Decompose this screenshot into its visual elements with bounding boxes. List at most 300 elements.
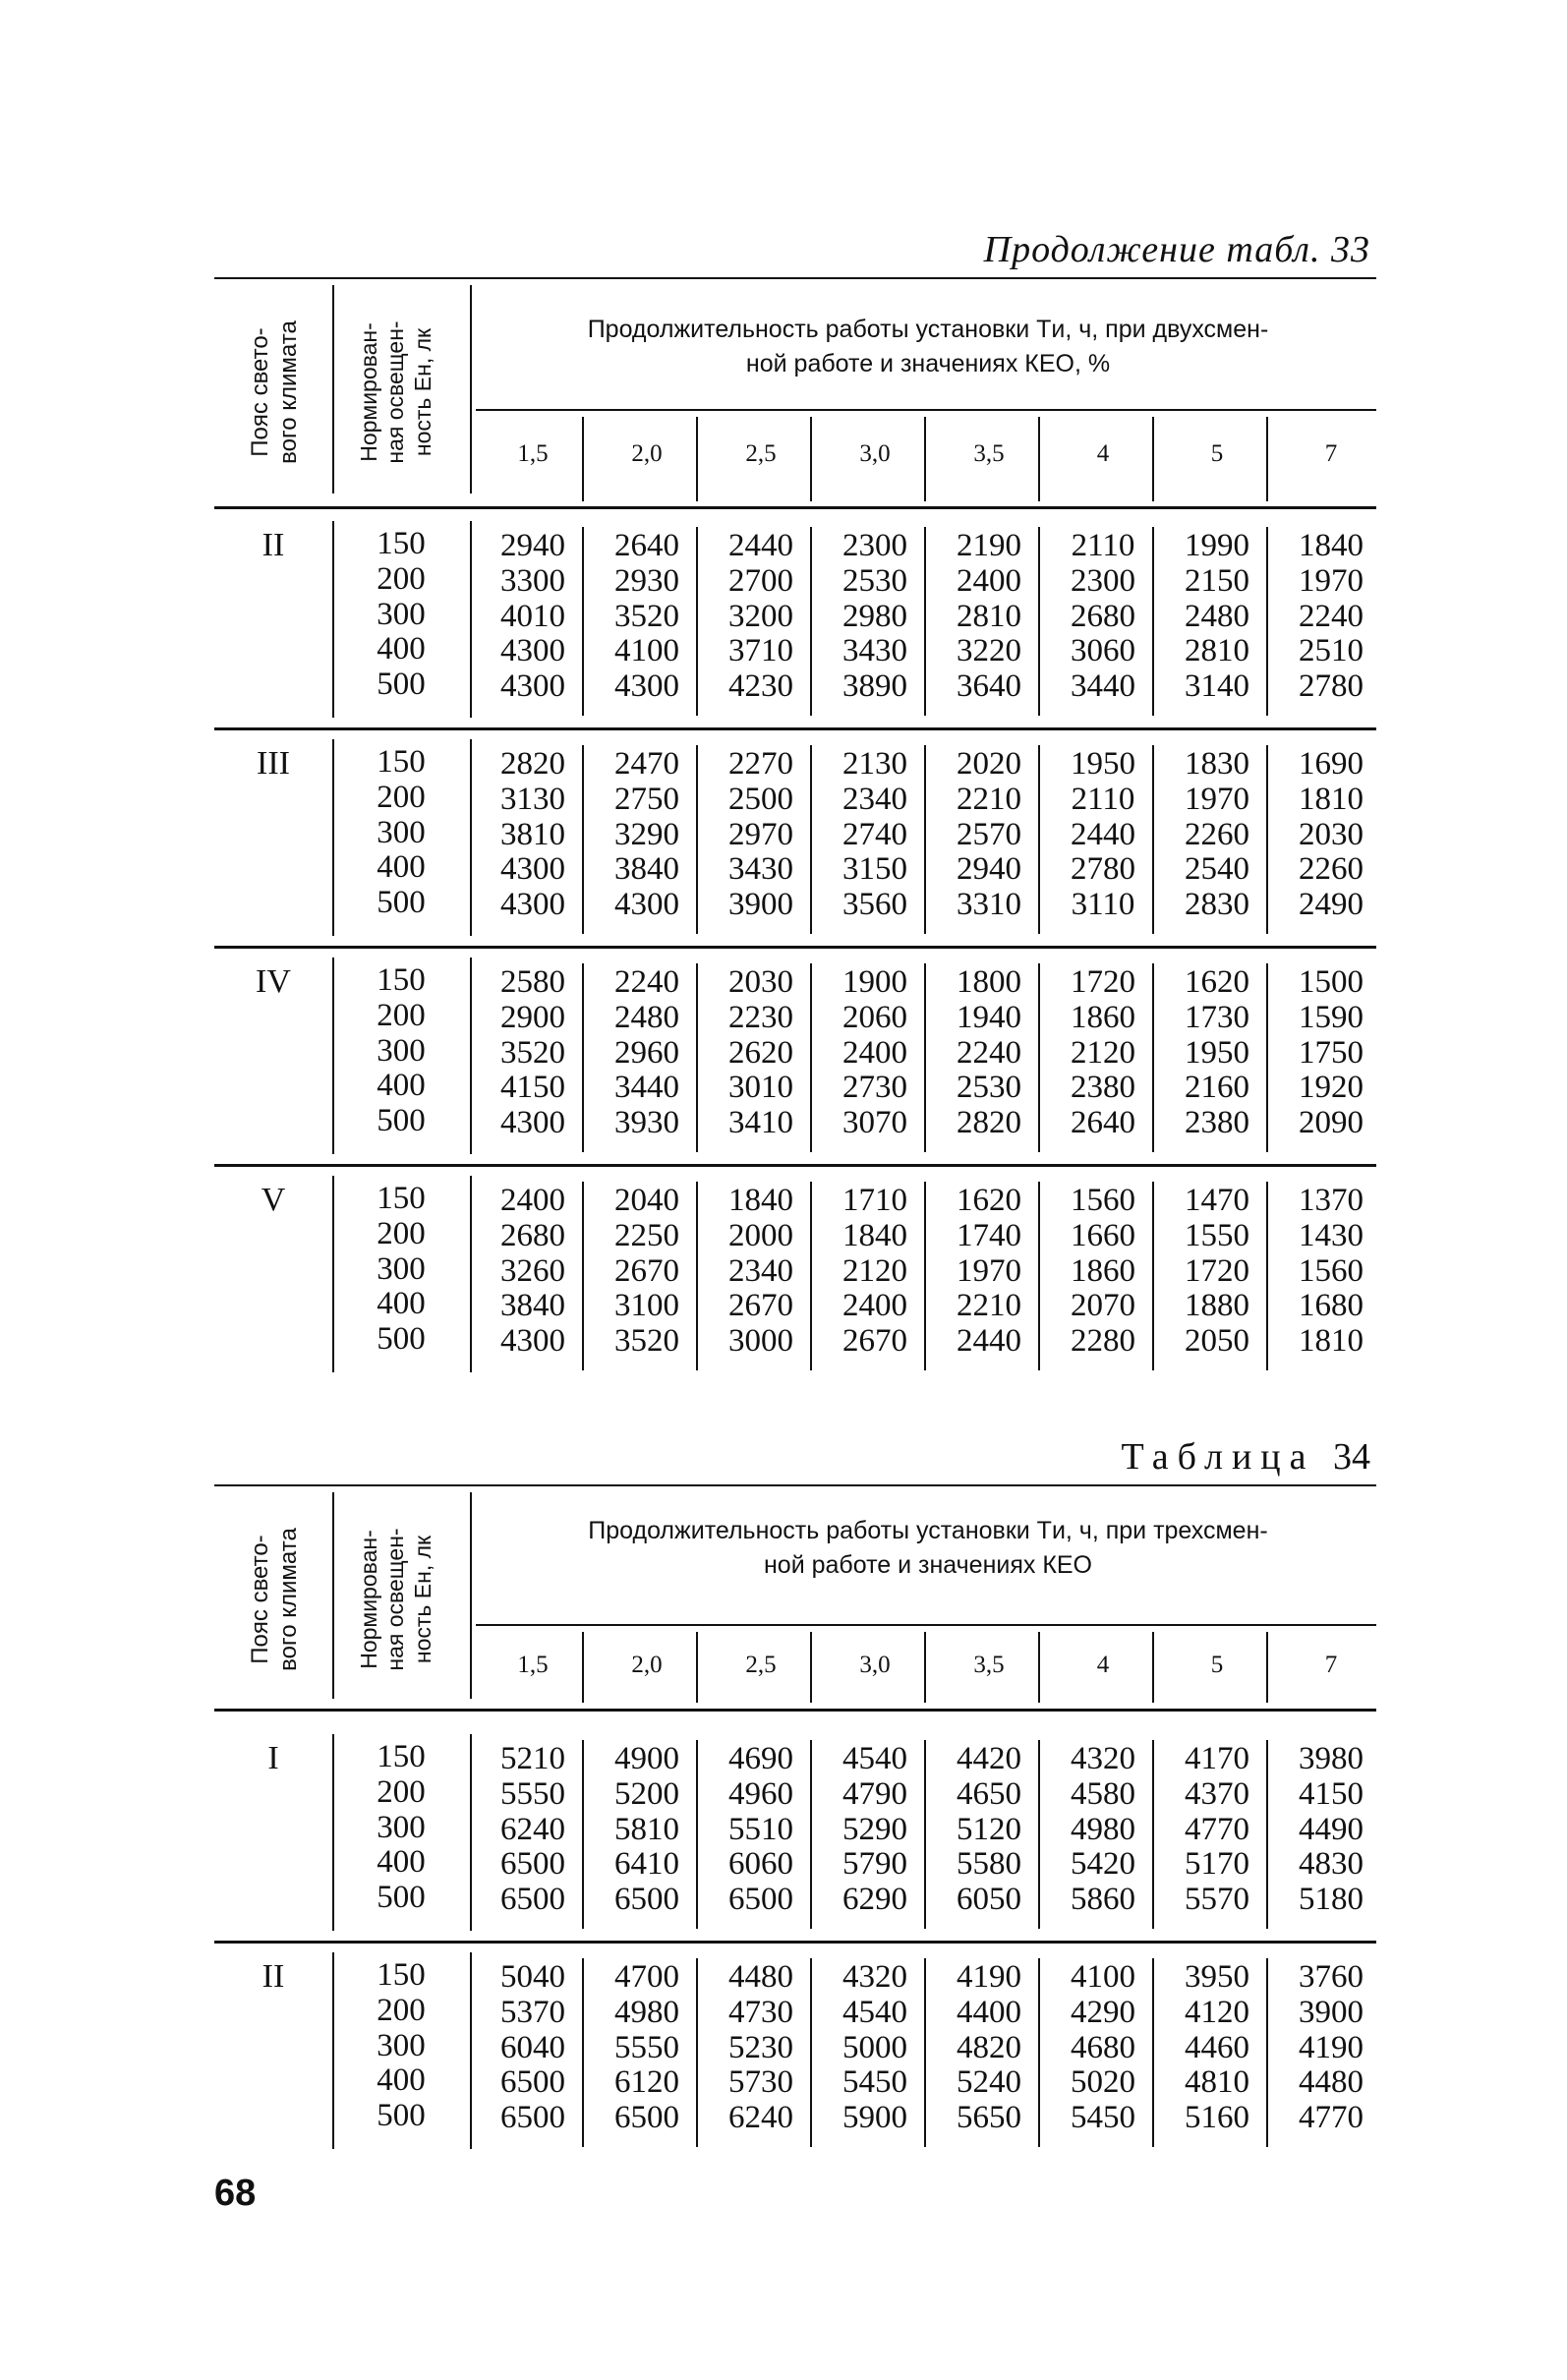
duration-cell: 1690 bbox=[1299, 746, 1364, 782]
keo-value: 2,5 bbox=[745, 1652, 777, 1678]
duration-cell: 2260 bbox=[1185, 816, 1249, 852]
duration-column bbox=[818, 965, 932, 1141]
duration-column bbox=[1046, 1960, 1160, 2136]
illuminance-value: 500 bbox=[377, 1321, 426, 1358]
duration-cell: 6500 bbox=[728, 1882, 793, 1918]
duration-cell: 4120 bbox=[1185, 1994, 1249, 2030]
duration-cell: 2670 bbox=[728, 1288, 793, 1324]
duration-column bbox=[704, 1184, 818, 1360]
illuminance-value: 500 bbox=[377, 1103, 426, 1139]
illuminance-value: 200 bbox=[377, 997, 426, 1033]
duration-cell: 2780 bbox=[1299, 668, 1364, 705]
duration-cell: 4100 bbox=[1071, 1959, 1135, 1995]
duration-cell: 2130 bbox=[842, 746, 907, 782]
duration-cell: 4480 bbox=[728, 1959, 793, 1995]
duration-cell: 4300 bbox=[500, 1323, 565, 1360]
duration-cell: 2030 bbox=[1299, 816, 1364, 852]
duration-cell: 4690 bbox=[728, 1741, 793, 1776]
illuminance-value: 300 bbox=[377, 596, 426, 632]
duration-cell: 4810 bbox=[1185, 2064, 1249, 2101]
duration-cell: 4400 bbox=[957, 1994, 1021, 2030]
duration-column bbox=[1160, 1184, 1274, 1360]
duration-cell: 1970 bbox=[1299, 562, 1364, 599]
duration-cell: 2730 bbox=[842, 1070, 907, 1106]
duration-cell: 2530 bbox=[957, 1070, 1021, 1106]
header-divider bbox=[1266, 1632, 1268, 1703]
duration-column bbox=[590, 529, 704, 705]
illuminance-column bbox=[338, 963, 464, 1139]
duration-cell: 2110 bbox=[1071, 781, 1135, 817]
duration-span-header: Продолжительность работы установки Tи, ч, при двухсмен- ной работе и значениях КЕО, % bbox=[587, 316, 1269, 377]
duration-column bbox=[1274, 1742, 1388, 1918]
column-divider bbox=[332, 958, 334, 1154]
duration-cell: 2070 bbox=[1071, 1288, 1135, 1324]
header-divider bbox=[810, 417, 812, 501]
duration-cell: 6060 bbox=[728, 1846, 793, 1883]
illuminance-value: 150 bbox=[377, 1181, 426, 1216]
illuminance-value: 300 bbox=[377, 814, 426, 850]
duration-cell: 6240 bbox=[500, 1811, 565, 1847]
column-divider bbox=[332, 739, 334, 936]
zone-column-header: Пояс свето- вого климата bbox=[247, 1528, 302, 1671]
keo-value: 3,5 bbox=[973, 440, 1005, 467]
header-divider bbox=[696, 1632, 698, 1703]
header-divider bbox=[1152, 1632, 1154, 1703]
duration-cell: 4300 bbox=[500, 668, 565, 705]
illuminance-column-header: Нормирован- ная освещен- ность Eн, лк bbox=[355, 1528, 435, 1671]
duration-column bbox=[1160, 1960, 1274, 2136]
duration-cell: 4190 bbox=[1299, 2029, 1364, 2065]
duration-cell: 5420 bbox=[1071, 1846, 1135, 1883]
header-divider bbox=[924, 417, 926, 501]
duration-cell: 5450 bbox=[1071, 2100, 1135, 2136]
duration-cell: 4680 bbox=[1071, 2029, 1135, 2065]
duration-cell: 2250 bbox=[614, 1217, 679, 1253]
illuminance-column-header: Нормирован- ная освещен- ность Eн, лк bbox=[355, 320, 435, 464]
duration-cell: 5290 bbox=[842, 1811, 907, 1847]
duration-cell: 6050 bbox=[957, 1882, 1021, 1918]
duration-cell: 2190 bbox=[957, 528, 1021, 563]
duration-column bbox=[1160, 747, 1274, 923]
keo-value: 7 bbox=[1324, 440, 1338, 467]
header-divider bbox=[582, 417, 584, 501]
duration-cell: 1710 bbox=[842, 1183, 907, 1218]
duration-cell: 6500 bbox=[500, 1846, 565, 1883]
duration-cell: 4770 bbox=[1185, 1811, 1249, 1847]
duration-cell: 3900 bbox=[1299, 1994, 1364, 2030]
duration-cell: 5580 bbox=[957, 1846, 1021, 1883]
duration-cell: 1970 bbox=[957, 1252, 1021, 1289]
duration-cell: 2340 bbox=[728, 1252, 793, 1289]
duration-column bbox=[704, 747, 818, 923]
illuminance-value: 200 bbox=[377, 1992, 426, 2028]
duration-cell: 2740 bbox=[842, 816, 907, 852]
duration-cell: 2480 bbox=[1185, 598, 1249, 634]
keo-value: 5 bbox=[1210, 1652, 1224, 1678]
illuminance-value: 150 bbox=[377, 526, 426, 561]
duration-cell: 4540 bbox=[842, 1741, 907, 1776]
duration-cell: 4580 bbox=[1071, 1775, 1135, 1812]
keo-value: 2,0 bbox=[631, 1652, 663, 1678]
duration-cell: 3950 bbox=[1185, 1959, 1249, 1995]
duration-column bbox=[590, 1960, 704, 2136]
duration-cell: 3440 bbox=[1071, 668, 1135, 705]
duration-cell: 2670 bbox=[842, 1323, 907, 1360]
zone-column-header: Пояс свето- вого климата bbox=[247, 320, 302, 464]
duration-cell: 3890 bbox=[842, 668, 907, 705]
illuminance-value: 500 bbox=[377, 2098, 426, 2134]
column-divider bbox=[470, 521, 472, 718]
duration-cell: 3100 bbox=[614, 1288, 679, 1324]
duration-cell: 2260 bbox=[1299, 851, 1364, 888]
duration-cell: 1730 bbox=[1185, 999, 1249, 1035]
duration-cell: 3290 bbox=[614, 816, 679, 852]
header-divider bbox=[810, 1632, 812, 1703]
duration-cell: 2530 bbox=[842, 562, 907, 599]
duration-cell: 2620 bbox=[728, 1034, 793, 1071]
climate-zone: IV bbox=[256, 963, 291, 1000]
duration-cell: 2470 bbox=[614, 746, 679, 782]
duration-cell: 5180 bbox=[1299, 1882, 1364, 1918]
duration-cell: 2680 bbox=[1071, 598, 1135, 634]
duration-cell: 2900 bbox=[500, 999, 565, 1035]
keo-subheader-rule bbox=[476, 409, 1376, 411]
duration-cell: 5370 bbox=[500, 1994, 565, 2030]
duration-cell: 1950 bbox=[1185, 1034, 1249, 1071]
duration-cell: 4960 bbox=[728, 1775, 793, 1812]
climate-zone: I bbox=[267, 1740, 279, 1776]
duration-cell: 1860 bbox=[1071, 1252, 1135, 1289]
duration-cell: 1660 bbox=[1071, 1217, 1135, 1253]
duration-cell: 2160 bbox=[1185, 1070, 1249, 1106]
duration-cell: 1810 bbox=[1299, 1323, 1364, 1360]
duration-cell: 4900 bbox=[614, 1741, 679, 1776]
illuminance-value: 200 bbox=[377, 1773, 426, 1810]
duration-cell: 1370 bbox=[1299, 1183, 1364, 1218]
column-divider bbox=[470, 739, 472, 936]
duration-cell: 2030 bbox=[728, 964, 793, 1000]
duration-cell: 6240 bbox=[728, 2100, 793, 2136]
duration-column bbox=[704, 1960, 818, 2136]
duration-cell: 4490 bbox=[1299, 1811, 1364, 1847]
duration-column bbox=[1046, 1184, 1160, 1360]
duration-cell: 1560 bbox=[1071, 1183, 1135, 1218]
header-divider bbox=[1038, 417, 1040, 501]
duration-cell: 5900 bbox=[842, 2100, 907, 2136]
illuminance-value: 400 bbox=[377, 849, 426, 886]
duration-column bbox=[932, 529, 1046, 705]
duration-cell: 2230 bbox=[728, 999, 793, 1035]
duration-cell: 3430 bbox=[728, 851, 793, 888]
duration-cell: 2980 bbox=[842, 598, 907, 634]
header-divider bbox=[1266, 417, 1268, 501]
column-divider bbox=[332, 1952, 334, 2149]
duration-column bbox=[1046, 529, 1160, 705]
illuminance-value: 400 bbox=[377, 2062, 426, 2099]
duration-cell: 2120 bbox=[842, 1252, 907, 1289]
duration-cell: 5570 bbox=[1185, 1882, 1249, 1918]
duration-cell: 5860 bbox=[1071, 1882, 1135, 1918]
duration-cell: 3520 bbox=[614, 1323, 679, 1360]
duration-cell: 2380 bbox=[1185, 1105, 1249, 1141]
duration-span-header: Продолжительность работы установки Tи, ч, при трехсмен- ной работе и значениях КЕО bbox=[588, 1517, 1268, 1579]
duration-cell: 2210 bbox=[957, 781, 1021, 817]
header-divider bbox=[582, 1632, 584, 1703]
duration-cell: 1800 bbox=[957, 964, 1021, 1000]
duration-column bbox=[476, 1742, 590, 1918]
duration-cell: 3980 bbox=[1299, 1741, 1364, 1776]
duration-cell: 5550 bbox=[614, 2029, 679, 2065]
keo-value: 2,5 bbox=[745, 440, 777, 467]
duration-cell: 5160 bbox=[1185, 2100, 1249, 2136]
keo-value: 2,0 bbox=[631, 440, 663, 467]
illuminance-value: 200 bbox=[377, 560, 426, 597]
illuminance-value: 200 bbox=[377, 1215, 426, 1251]
duration-cell: 6500 bbox=[500, 2100, 565, 2136]
duration-cell: 1990 bbox=[1185, 528, 1249, 563]
duration-column bbox=[818, 1742, 932, 1918]
duration-cell: 2500 bbox=[728, 781, 793, 817]
duration-cell: 6500 bbox=[614, 1882, 679, 1918]
duration-cell: 1560 bbox=[1299, 1252, 1364, 1289]
duration-cell: 5730 bbox=[728, 2064, 793, 2101]
duration-column bbox=[476, 1960, 590, 2136]
duration-cell: 3150 bbox=[842, 851, 907, 888]
duration-cell: 3200 bbox=[728, 598, 793, 634]
duration-cell: 1680 bbox=[1299, 1288, 1364, 1324]
duration-cell: 4150 bbox=[500, 1070, 565, 1106]
duration-cell: 3810 bbox=[500, 816, 565, 852]
duration-cell: 4370 bbox=[1185, 1775, 1249, 1812]
illuminance-value: 200 bbox=[377, 779, 426, 815]
duration-column bbox=[818, 1184, 932, 1360]
group-rule bbox=[214, 1164, 1376, 1167]
climate-zone: II bbox=[261, 527, 285, 563]
duration-cell: 4320 bbox=[842, 1959, 907, 1995]
duration-cell: 2930 bbox=[614, 562, 679, 599]
table-header-rule bbox=[214, 1709, 1376, 1712]
duration-cell: 4790 bbox=[842, 1775, 907, 1812]
duration-column bbox=[1160, 1742, 1274, 1918]
duration-column bbox=[818, 529, 932, 705]
duration-cell: 4300 bbox=[500, 887, 565, 923]
duration-column bbox=[1274, 1184, 1388, 1360]
duration-cell: 2150 bbox=[1185, 562, 1249, 599]
duration-column bbox=[704, 1742, 818, 1918]
duration-column bbox=[590, 965, 704, 1141]
group-rule bbox=[214, 946, 1376, 949]
duration-cell: 2020 bbox=[957, 746, 1021, 782]
illuminance-value: 500 bbox=[377, 885, 426, 921]
duration-cell: 3840 bbox=[614, 851, 679, 888]
illuminance-column bbox=[338, 745, 464, 921]
duration-cell: 5790 bbox=[842, 1846, 907, 1883]
duration-cell: 1940 bbox=[957, 999, 1021, 1035]
duration-cell: 2210 bbox=[957, 1288, 1021, 1324]
keo-value: 1,5 bbox=[517, 440, 549, 467]
duration-column bbox=[590, 747, 704, 923]
column-divider bbox=[332, 1176, 334, 1372]
duration-cell: 2810 bbox=[1185, 633, 1249, 669]
duration-cell: 3760 bbox=[1299, 1959, 1364, 1995]
duration-column bbox=[590, 1184, 704, 1360]
duration-cell: 2820 bbox=[957, 1105, 1021, 1141]
duration-column bbox=[476, 747, 590, 923]
keo-value: 5 bbox=[1210, 440, 1224, 467]
duration-cell: 5550 bbox=[500, 1775, 565, 1812]
duration-cell: 4300 bbox=[614, 887, 679, 923]
duration-column bbox=[1274, 965, 1388, 1141]
duration-cell: 4150 bbox=[1299, 1775, 1364, 1812]
group-rule bbox=[214, 1941, 1376, 1944]
duration-cell: 1430 bbox=[1299, 1217, 1364, 1253]
column-divider bbox=[470, 1734, 472, 1931]
column-divider bbox=[470, 1952, 472, 2149]
duration-cell: 4540 bbox=[842, 1994, 907, 2030]
duration-cell: 4700 bbox=[614, 1959, 679, 1995]
duration-cell: 4830 bbox=[1299, 1846, 1364, 1883]
duration-cell: 2380 bbox=[1071, 1070, 1135, 1106]
duration-cell: 4300 bbox=[500, 851, 565, 888]
duration-column bbox=[818, 1960, 932, 2136]
duration-cell: 3900 bbox=[728, 887, 793, 923]
duration-cell: 2400 bbox=[500, 1183, 565, 1218]
keo-value: 3,0 bbox=[859, 1652, 891, 1678]
duration-cell: 2240 bbox=[614, 964, 679, 1000]
duration-cell: 4290 bbox=[1071, 1994, 1135, 2030]
duration-column bbox=[932, 747, 1046, 923]
duration-cell: 1840 bbox=[1299, 528, 1364, 563]
duration-column bbox=[590, 1742, 704, 1918]
duration-cell: 6410 bbox=[614, 1846, 679, 1883]
duration-cell: 1840 bbox=[842, 1217, 907, 1253]
duration-cell: 3130 bbox=[500, 781, 565, 817]
keo-value: 1,5 bbox=[517, 1652, 549, 1678]
duration-cell: 3310 bbox=[957, 887, 1021, 923]
duration-cell: 4650 bbox=[957, 1775, 1021, 1812]
table-header-rule bbox=[214, 506, 1376, 509]
duration-cell: 1740 bbox=[957, 1217, 1021, 1253]
duration-cell: 2440 bbox=[728, 528, 793, 563]
duration-cell: 3930 bbox=[614, 1105, 679, 1141]
illuminance-value: 150 bbox=[377, 744, 426, 780]
duration-column bbox=[476, 1184, 590, 1360]
duration-cell: 2510 bbox=[1299, 633, 1364, 669]
duration-cell: 2440 bbox=[1071, 816, 1135, 852]
duration-cell: 4300 bbox=[500, 633, 565, 669]
duration-cell: 1970 bbox=[1185, 781, 1249, 817]
duration-cell: 1620 bbox=[1185, 964, 1249, 1000]
duration-cell: 5120 bbox=[957, 1811, 1021, 1847]
duration-cell: 4320 bbox=[1071, 1741, 1135, 1776]
duration-cell: 3560 bbox=[842, 887, 907, 923]
table-33-caption: Продолжение табл. 33 bbox=[983, 229, 1370, 270]
duration-cell: 1860 bbox=[1071, 999, 1135, 1035]
illuminance-value: 400 bbox=[377, 1068, 426, 1104]
duration-cell: 2400 bbox=[842, 1034, 907, 1071]
duration-cell: 5020 bbox=[1071, 2064, 1135, 2101]
climate-zone: V bbox=[261, 1182, 286, 1218]
illuminance-value: 150 bbox=[377, 1957, 426, 1993]
duration-cell: 2820 bbox=[500, 746, 565, 782]
duration-cell: 6040 bbox=[500, 2029, 565, 2065]
column-divider bbox=[470, 1176, 472, 1372]
duration-column bbox=[1046, 747, 1160, 923]
duration-cell: 2120 bbox=[1071, 1034, 1135, 1071]
duration-cell: 2060 bbox=[842, 999, 907, 1035]
illuminance-value: 150 bbox=[377, 962, 426, 998]
duration-cell: 5200 bbox=[614, 1775, 679, 1812]
duration-cell: 6500 bbox=[500, 2064, 565, 2101]
duration-cell: 2280 bbox=[1071, 1323, 1135, 1360]
table-34-caption: Таблица 34 bbox=[1121, 1436, 1370, 1478]
duration-cell: 2270 bbox=[728, 746, 793, 782]
duration-cell: 5240 bbox=[957, 2064, 1021, 2101]
duration-cell: 1750 bbox=[1299, 1034, 1364, 1071]
illuminance-column bbox=[338, 527, 464, 703]
duration-column bbox=[476, 529, 590, 705]
table-top-rule bbox=[214, 1484, 1376, 1486]
illuminance-value: 400 bbox=[377, 1844, 426, 1881]
header-divider bbox=[1152, 417, 1154, 501]
keo-subheader-rule bbox=[476, 1624, 1376, 1626]
duration-cell: 1880 bbox=[1185, 1288, 1249, 1324]
illuminance-value: 300 bbox=[377, 1250, 426, 1287]
header-divider bbox=[1038, 1632, 1040, 1703]
duration-cell: 3000 bbox=[728, 1323, 793, 1360]
duration-cell: 4170 bbox=[1185, 1741, 1249, 1776]
duration-cell: 5000 bbox=[842, 2029, 907, 2065]
illuminance-value: 400 bbox=[377, 631, 426, 668]
duration-column bbox=[704, 965, 818, 1141]
column-divider bbox=[332, 521, 334, 718]
duration-cell: 2400 bbox=[957, 562, 1021, 599]
duration-cell: 3520 bbox=[614, 598, 679, 634]
duration-cell: 2240 bbox=[957, 1034, 1021, 1071]
duration-cell: 6500 bbox=[614, 2100, 679, 2136]
duration-cell: 6500 bbox=[500, 1882, 565, 1918]
duration-cell: 4230 bbox=[728, 668, 793, 705]
duration-cell: 2340 bbox=[842, 781, 907, 817]
duration-cell: 2670 bbox=[614, 1252, 679, 1289]
duration-cell: 5510 bbox=[728, 1811, 793, 1847]
duration-column bbox=[818, 747, 932, 923]
duration-cell: 3640 bbox=[957, 668, 1021, 705]
keo-value: 3,5 bbox=[973, 1652, 1005, 1678]
duration-cell: 2040 bbox=[614, 1183, 679, 1218]
duration-cell: 1550 bbox=[1185, 1217, 1249, 1253]
duration-cell: 2970 bbox=[728, 816, 793, 852]
duration-cell: 4460 bbox=[1185, 2029, 1249, 2065]
duration-cell: 2940 bbox=[500, 528, 565, 563]
illuminance-value: 300 bbox=[377, 1809, 426, 1845]
duration-cell: 2570 bbox=[957, 816, 1021, 852]
illuminance-value: 500 bbox=[377, 1880, 426, 1916]
duration-cell: 2810 bbox=[957, 598, 1021, 634]
duration-cell: 2540 bbox=[1185, 851, 1249, 888]
duration-cell: 1810 bbox=[1299, 781, 1364, 817]
duration-cell: 1470 bbox=[1185, 1183, 1249, 1218]
duration-cell: 2480 bbox=[614, 999, 679, 1035]
illuminance-value: 300 bbox=[377, 2027, 426, 2063]
duration-column bbox=[1160, 965, 1274, 1141]
duration-column bbox=[932, 1742, 1046, 1918]
duration-cell: 1720 bbox=[1071, 964, 1135, 1000]
duration-cell: 2700 bbox=[728, 562, 793, 599]
duration-cell: 4820 bbox=[957, 2029, 1021, 2065]
duration-cell: 1620 bbox=[957, 1183, 1021, 1218]
duration-cell: 4190 bbox=[957, 1959, 1021, 1995]
